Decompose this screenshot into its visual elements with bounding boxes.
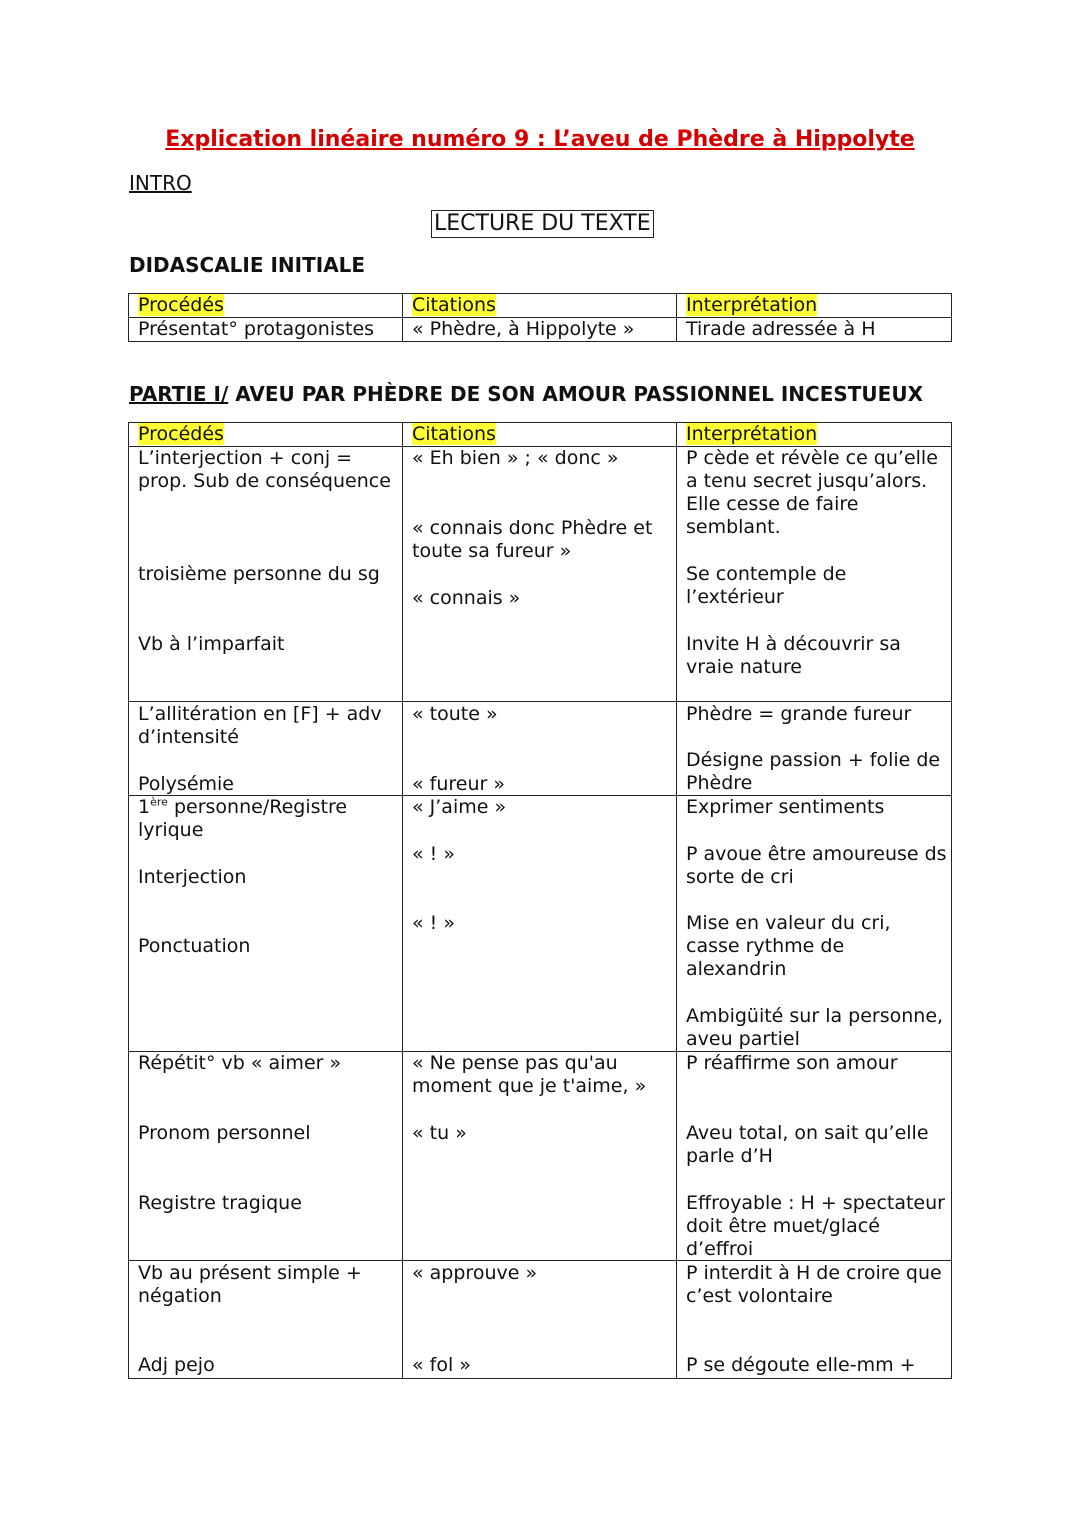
cell-interpretation: Phèdre = grande fureur (686, 703, 912, 725)
cell-interpretation: Mise en valeur du cri, casse rythme de alexandrin (686, 912, 891, 980)
cell-interpretation: Ambigüité sur la personne, aveu partiel (686, 1005, 944, 1050)
cell-interpretation: Invite H à découvrir sa vraie nature (686, 633, 901, 678)
header-procedes: Procédés (138, 423, 224, 445)
cell-citation: « connais » (412, 587, 521, 609)
cell-procede: Adj pejo (138, 1354, 215, 1376)
cell-interpretation: Aveu total, on sait qu’elle parle d’H (686, 1122, 929, 1167)
table-row (129, 796, 952, 1052)
cell-citation: « toute » (412, 703, 498, 725)
cell-procede: L’allitération en [F] + adv d’intensité (138, 703, 382, 748)
header-interpretation: Interprétation (686, 294, 818, 316)
cell-procede: L’interjection + conj = prop. Sub de conséquence (138, 447, 391, 492)
document-title: Explication linéaire numéro 9 : L’aveu de Phèdre à Hippolyte (165, 127, 915, 152)
cell-procede: Interjection (138, 866, 247, 888)
cell-interpretation: P cède et révèle ce qu’elle a tenu secret jusqu’alors. Elle cesse de faire semblant. (686, 447, 938, 538)
intro-heading: INTRO (129, 171, 192, 195)
table-header-row (129, 423, 952, 447)
header-procedes: Procédés (138, 294, 224, 316)
cell-citation: « Eh bien » ; « donc » (412, 447, 619, 469)
table-header-row (129, 294, 952, 318)
cell-interpretation: P interdit à H de croire que c’est volontaire (686, 1262, 942, 1307)
partie-1-table (128, 422, 952, 1379)
header-citations: Citations (412, 423, 496, 445)
section-heading-partie-1: PARTIE I/ AVEU PAR PHÈDRE DE SON AMOUR PASSIONNEL INCESTUEUX (129, 382, 923, 406)
table-row (129, 447, 952, 702)
cell-interpretation: Tirade adressée à H (677, 318, 952, 342)
cell-procede: Ponctuation (138, 935, 251, 957)
cell-citation: « ! » (412, 912, 455, 934)
cell-interpretation: P se dégoute elle-mm + (686, 1354, 916, 1376)
section-heading-didascalie: DIDASCALIE INITIALE (129, 253, 366, 277)
cell-procede: Présentat° protagonistes (129, 318, 403, 342)
cell-interpretation: P avoue être amoureuse ds sorte de cri (686, 843, 947, 888)
cell-citation: « tu » (412, 1122, 467, 1144)
cell-citation: « approuve » (412, 1262, 538, 1284)
header-interpretation: Interprétation (686, 423, 818, 445)
cell-procede: Répétit° vb « aimer » (138, 1052, 342, 1074)
cell-procede: Pronom personnel (138, 1122, 311, 1144)
table-row (129, 318, 952, 342)
cell-procede: troisième personne du sg (138, 563, 380, 585)
cell-citation: « J’aime » (412, 796, 507, 818)
cell-citation: « fureur » (412, 773, 505, 795)
cell-citation: « fol » (412, 1354, 471, 1376)
cell-citation: « Phèdre, à Hippolyte » (403, 318, 677, 342)
header-citations: Citations (412, 294, 496, 316)
cell-procede: Vb à l’imparfait (138, 633, 285, 655)
cell-interpretation: Exprimer sentiments (686, 796, 885, 818)
cell-citation: « connais donc Phèdre et toute sa fureur » (412, 517, 653, 562)
cell-procede: Registre tragique (138, 1192, 302, 1214)
table-row (129, 1261, 952, 1379)
didascalie-table (128, 293, 952, 342)
cell-procede: Polysémie (138, 773, 234, 795)
cell-interpretation: Désigne passion + folie de Phèdre (686, 749, 941, 794)
cell-interpretation: Effroyable : H + spectateur doit être muet/glacé d’effroi (686, 1192, 945, 1260)
lecture-box: LECTURE DU TEXTE (431, 210, 654, 238)
cell-interpretation: P réaffirme son amour (686, 1052, 898, 1074)
table-row (129, 1052, 952, 1261)
cell-citation: « Ne pense pas qu'au moment que je t'aime, » (412, 1052, 647, 1097)
cell-citation: « ! » (412, 843, 455, 865)
cell-interpretation: Se contemple de l’extérieur (686, 563, 847, 608)
cell-procede: Vb au présent simple + négation (138, 1262, 362, 1307)
table-row (129, 702, 952, 796)
cell-procede: 1ère personne/Registre lyrique (138, 795, 348, 841)
